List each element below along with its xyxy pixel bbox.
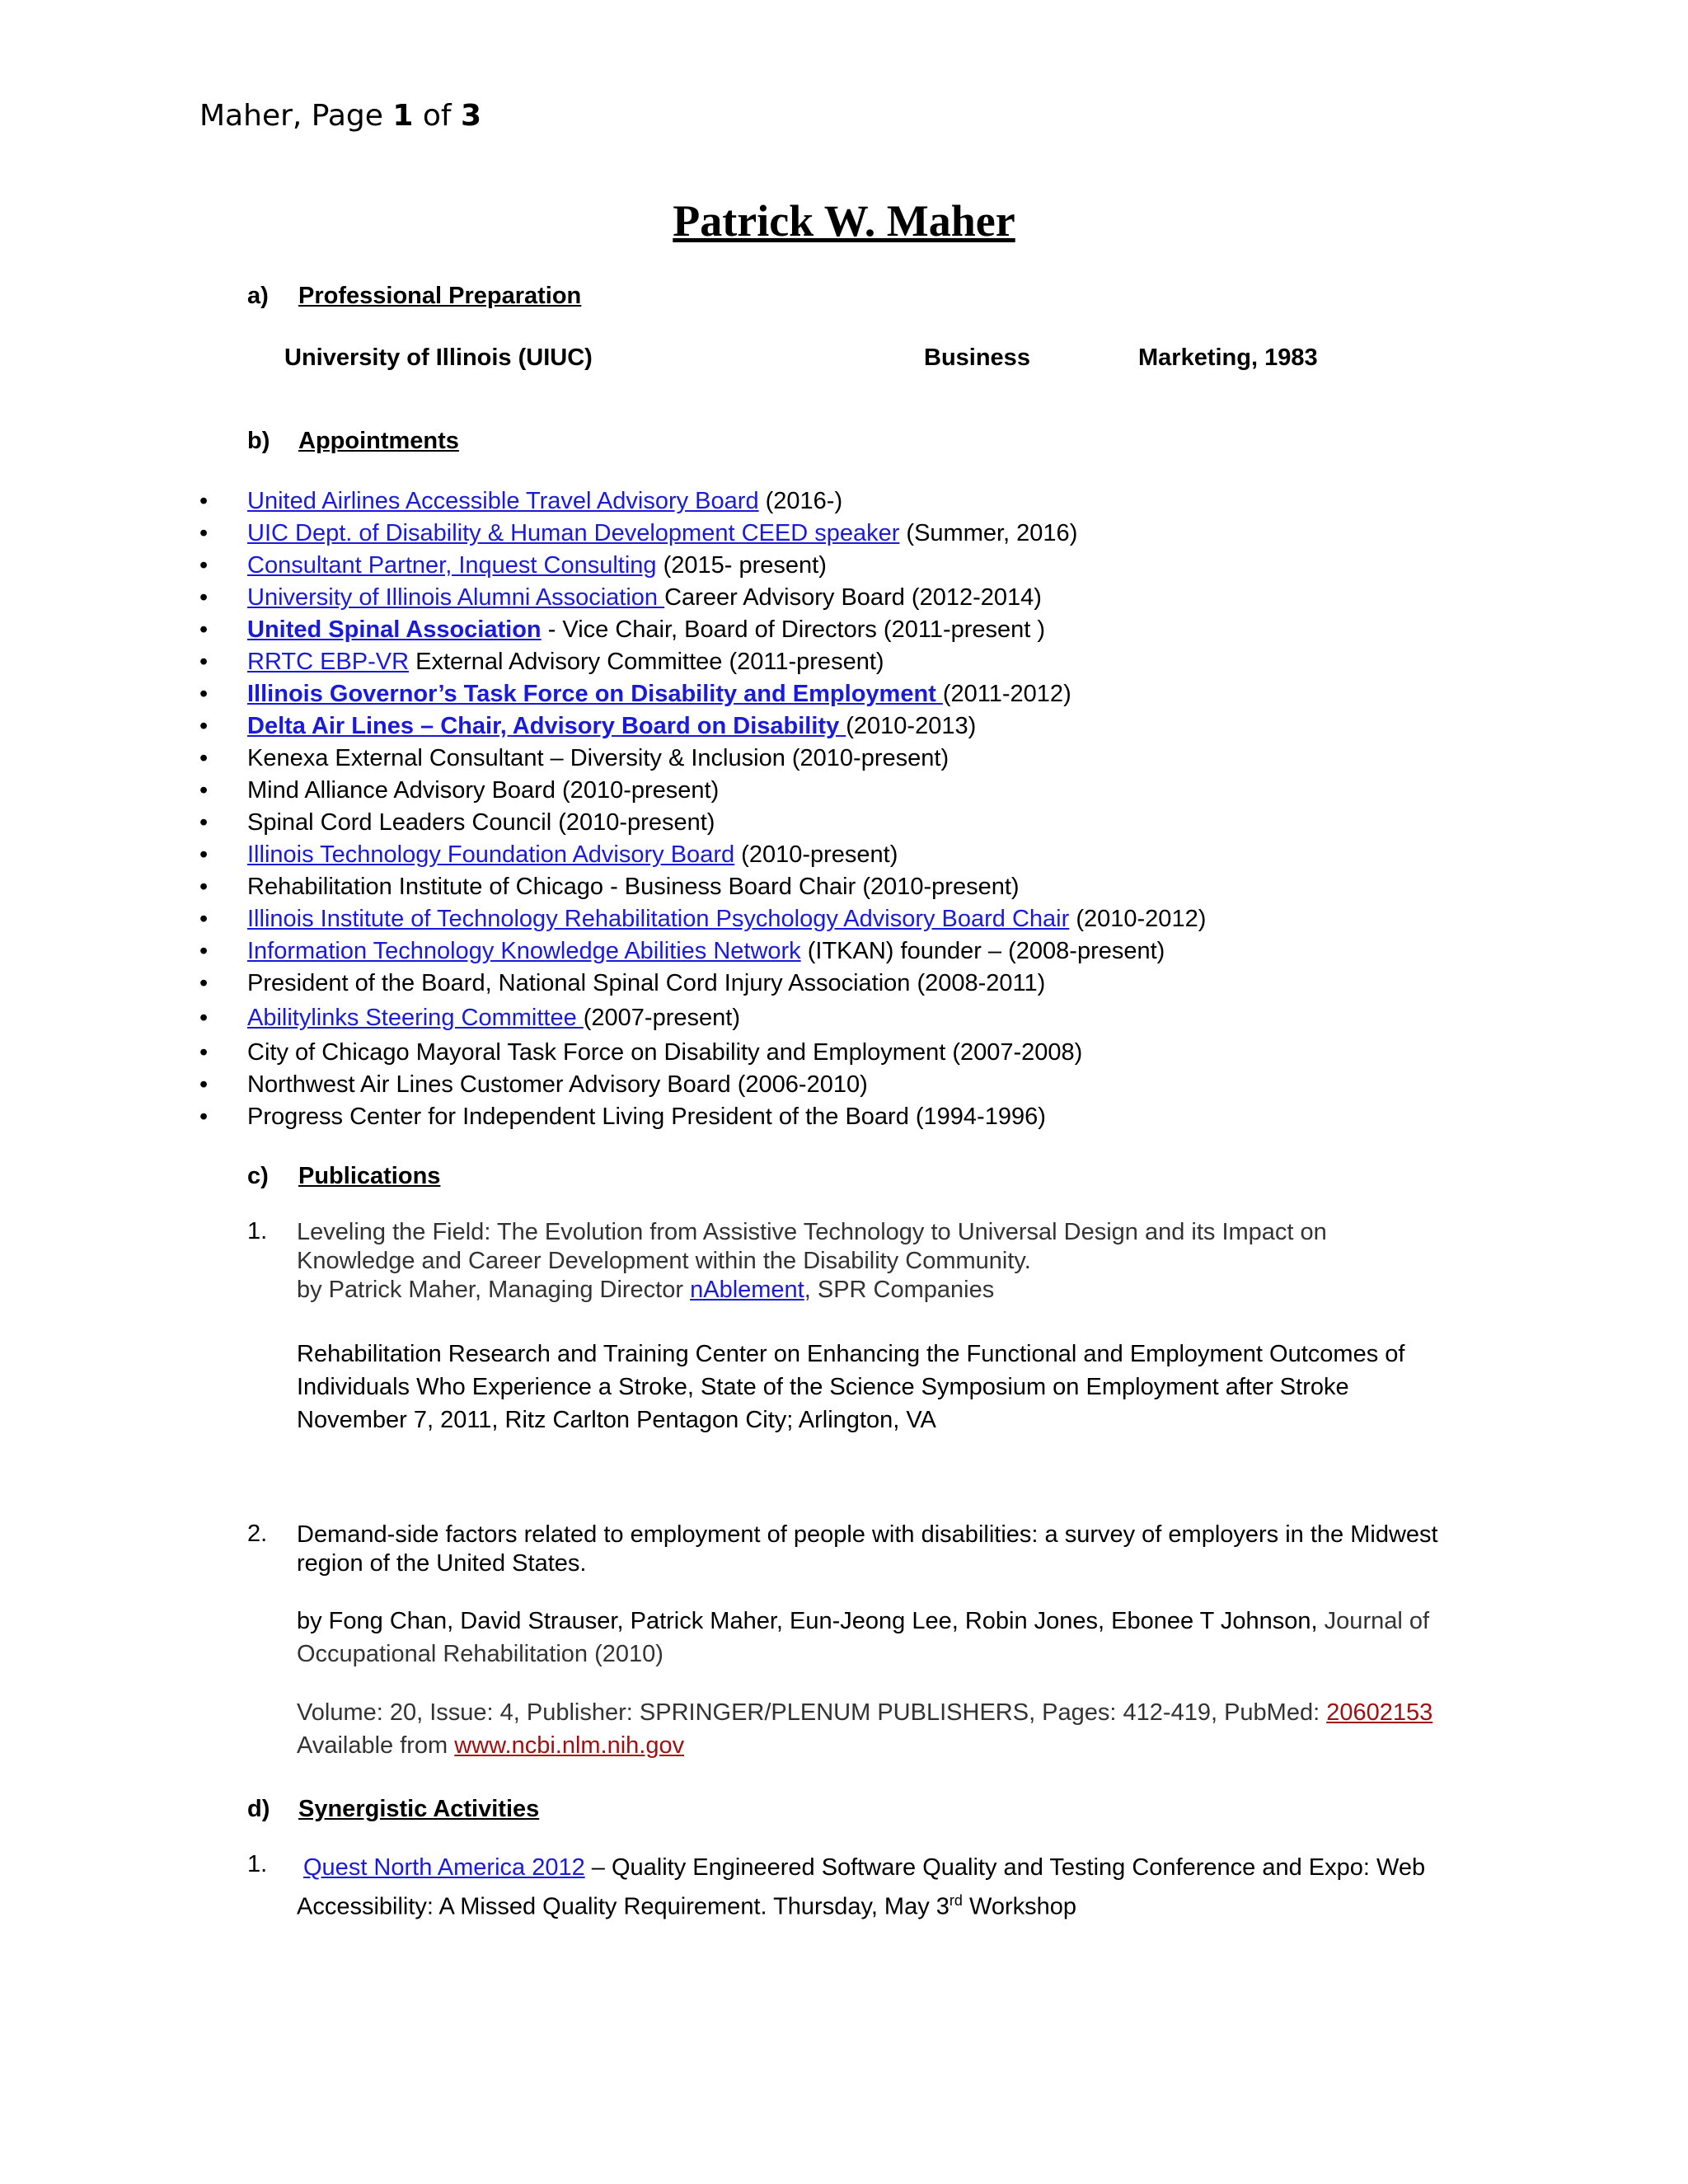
publication-number: 2. — [247, 1521, 268, 1547]
bullet: • — [199, 1071, 209, 1098]
bullet: • — [199, 809, 209, 836]
appointment-link[interactable]: Consultant Partner, Inquest Consulting — [247, 552, 657, 579]
publication-2-details: Volume: 20, Issue: 4, Publisher: SPRINGER/PLENUM PUBLISHERS, Pages: 412-419, PubMed: 20602153 Available from www.ncbi.nlm.nih.gov — [297, 1699, 1433, 1759]
activity-number: 1. — [247, 1851, 268, 1877]
appointment-link[interactable]: Illinois Institute of Technology Rehabilitation Psychology Advisory Board Chair — [247, 906, 1070, 932]
bullet: • — [199, 649, 209, 675]
bullet: • — [199, 584, 209, 611]
appointment-link[interactable]: Illinois Governor’s Task Force on Disability and Employment — [247, 681, 943, 707]
appointment-link[interactable]: United Airlines Accessible Travel Advisory Board — [247, 488, 759, 514]
pubmed-link[interactable]: 20602153 — [1326, 1699, 1433, 1726]
activity-1: Quest North America 2012 – Quality Engineered Software Quality and Testing Conference and Expo: Web Accessibility: A Missed Quality Requirement. Thursday, May 3rd Workshop — [297, 1854, 1426, 1920]
appointment-link[interactable]: United Spinal Association — [247, 616, 542, 643]
bullet: • — [199, 520, 209, 546]
bullet: • — [199, 681, 209, 707]
bullet: • — [199, 488, 209, 514]
bullet: • — [199, 1005, 209, 1031]
publication-1-venue: Rehabilitation Research and Training Center on Enhancing the Functional and Employment Outcomes of Individuals Who Experience a Stroke, State of the Science Symposium on Employment after Stroke November 7, 2011, Ritz Carlton Pentagon City; Arlington, VA — [297, 1341, 1405, 1433]
ncbi-link[interactable]: www.ncbi.nlm.nih.gov — [454, 1732, 685, 1759]
publication-number: 1. — [247, 1218, 268, 1244]
bullet: • — [199, 1039, 209, 1066]
publication-1-citation: Leveling the Field: The Evolution from Assistive Technology to Universal Design and its Impact on Knowledge and Career Development within the Disability Community. by Patrick Maher, Managing Director nAblement, SPR Companies — [297, 1219, 1327, 1303]
bullet: • — [199, 938, 209, 964]
bullet: • — [199, 874, 209, 900]
section-heading-synergistic-activities: d) Synergistic Activities — [247, 1796, 540, 1822]
appointment-link[interactable]: Abilitylinks Steering Committee — [247, 1005, 584, 1031]
publication-2-title: Demand-side factors related to employment of people with disabilities: a survey of employers in the Midwest region of the United States. — [297, 1521, 1438, 1577]
appointment-link[interactable]: Illinois Technology Foundation Advisory Board — [247, 841, 735, 868]
bullet: • — [199, 1104, 209, 1130]
document-page: Maher, Page 1 of 3 Patrick W. Maher a) Professional Preparation University of Illinois (UIUC) Business Marketing, 1983 b) Appointments • United Airlines Accessible Travel Advisory Board (2016-) • UIC Dept. of Disability & Human Development CEED speaker (Summer, 2016) • Consultant Partner, Inquest Consulting (2015- present) • University of Illinois Alumni Association Career Advisory Board (2012-2014) • United Spinal Association - Vice Chair, Board of Directors (2011-present ) • RRTC EBP-VR External Advisory Committee (2011-present) • Illinois Governor’s Task Force on Disability and Employment (2011-2012) • Delta Air Lines – Chair, Advisory Board on Disability (2010-2013) • Kenexa External Consultant – Diversity & Inclusion (2010-present) • Mind Alliance Advisory Board (2010-present) • Spinal Cord Leaders Council (2010-present) • Illinois Technology Foundation Advisory Board (2010-present) • Rehabilitation Institute of Chicago - Business Board Chair (2010-present) • Illinois Institute of Technology Rehabilitation Psychology Advisory Board Chair (2010-2012) • Information Technology Knowledge Abilities Network (ITKAN) founder – (2008-present) • President of the Board, National Spinal Cord Injury Association (2008-2011) • Abilitylinks Steering Committee (2007-present) • City of Chicago Mayoral Task Force on Disability and Employment (2007-2008) • Northwest Air Lines Customer Advisory Board (2006-2010) • Progress Center for Independent Living President of the Board (1994-1996) c) Publications 1. Leveling the Field: The Evolution from Assistive Technology to Universal Design and its Impact on Knowledge and Career Development within the Disability Community. by Patrick Maher, Managing Director nAblement, SPR Companies Rehabilitation Research and Training Center on Enhancing the Functional and Employment Outcomes of Individuals Who Experience a Stroke, State of the Science Symposium on Employment after Stroke November 7, 2011, Ritz Carlton Pentagon City; Arlington, VA 2. Demand-side factors related to employment of people with disabilities: a survey of employers in the Midwest region of the United States. by Fong Chan, David Strauser, Patrick Maher, Eun-Jeong Lee, Robin Jones, Ebonee T Johnson, Journal of Occupational Rehabilitation (2010) Volume: 20, Issue: 4, Publisher: SPRINGER/PLENUM PUBLISHERS, Pages: 412-419, PubMed: 20602153 Available from www.ncbi.nlm.nih.gov d) Synergistic Activities 1. Quest North America 2012 – Quality Engineered Software Quality and Testing Conference and Expo: Web Accessibility: A Missed Quality Requirement. Thursday, May 3rd Workshop — [0, 0, 1688, 2184]
publication-2-authors: by Fong Chan, David Strauser, Patrick Maher, Eun-Jeong Lee, Robin Jones, Ebonee T Johnson, Journal of Occupational Rehabilitation (2010) — [297, 1608, 1430, 1667]
bullet: • — [199, 552, 209, 579]
bullet: • — [199, 970, 209, 996]
education-school: University of Illinois (UIUC) — [284, 344, 593, 371]
appointment-link[interactable]: Information Technology Knowledge Abilities Network — [247, 938, 801, 964]
bullet: • — [199, 745, 209, 771]
bullet: • — [199, 906, 209, 932]
bullet: • — [199, 841, 209, 868]
section-heading-publications: c) Publications — [247, 1163, 441, 1189]
appointment-link[interactable]: RRTC EBP-VR — [247, 649, 410, 675]
education-field: Business — [924, 344, 1030, 371]
quest-link[interactable]: Quest North America 2012 — [303, 1854, 585, 1881]
page-header: Maher, Page 1 of 3 — [199, 99, 482, 133]
education-degree: Marketing, 1983 — [1138, 344, 1318, 371]
bullet: • — [199, 616, 209, 643]
appointment-link[interactable]: University of Illinois Alumni Association — [247, 584, 665, 611]
appointment-link[interactable]: UIC Dept. of Disability & Human Development CEED speaker — [247, 520, 900, 546]
section-heading-professional-preparation: a) Professional Preparation — [247, 283, 582, 309]
section-heading-appointments: b) Appointments — [247, 428, 459, 454]
bullet: • — [199, 777, 209, 804]
bullet: • — [199, 713, 209, 739]
nablement-link[interactable]: nAblement — [690, 1277, 804, 1303]
appointment-link[interactable]: Delta Air Lines – Chair, Advisory Board on Disability — [247, 713, 846, 739]
document-title: Patrick W. Maher — [673, 196, 1015, 246]
